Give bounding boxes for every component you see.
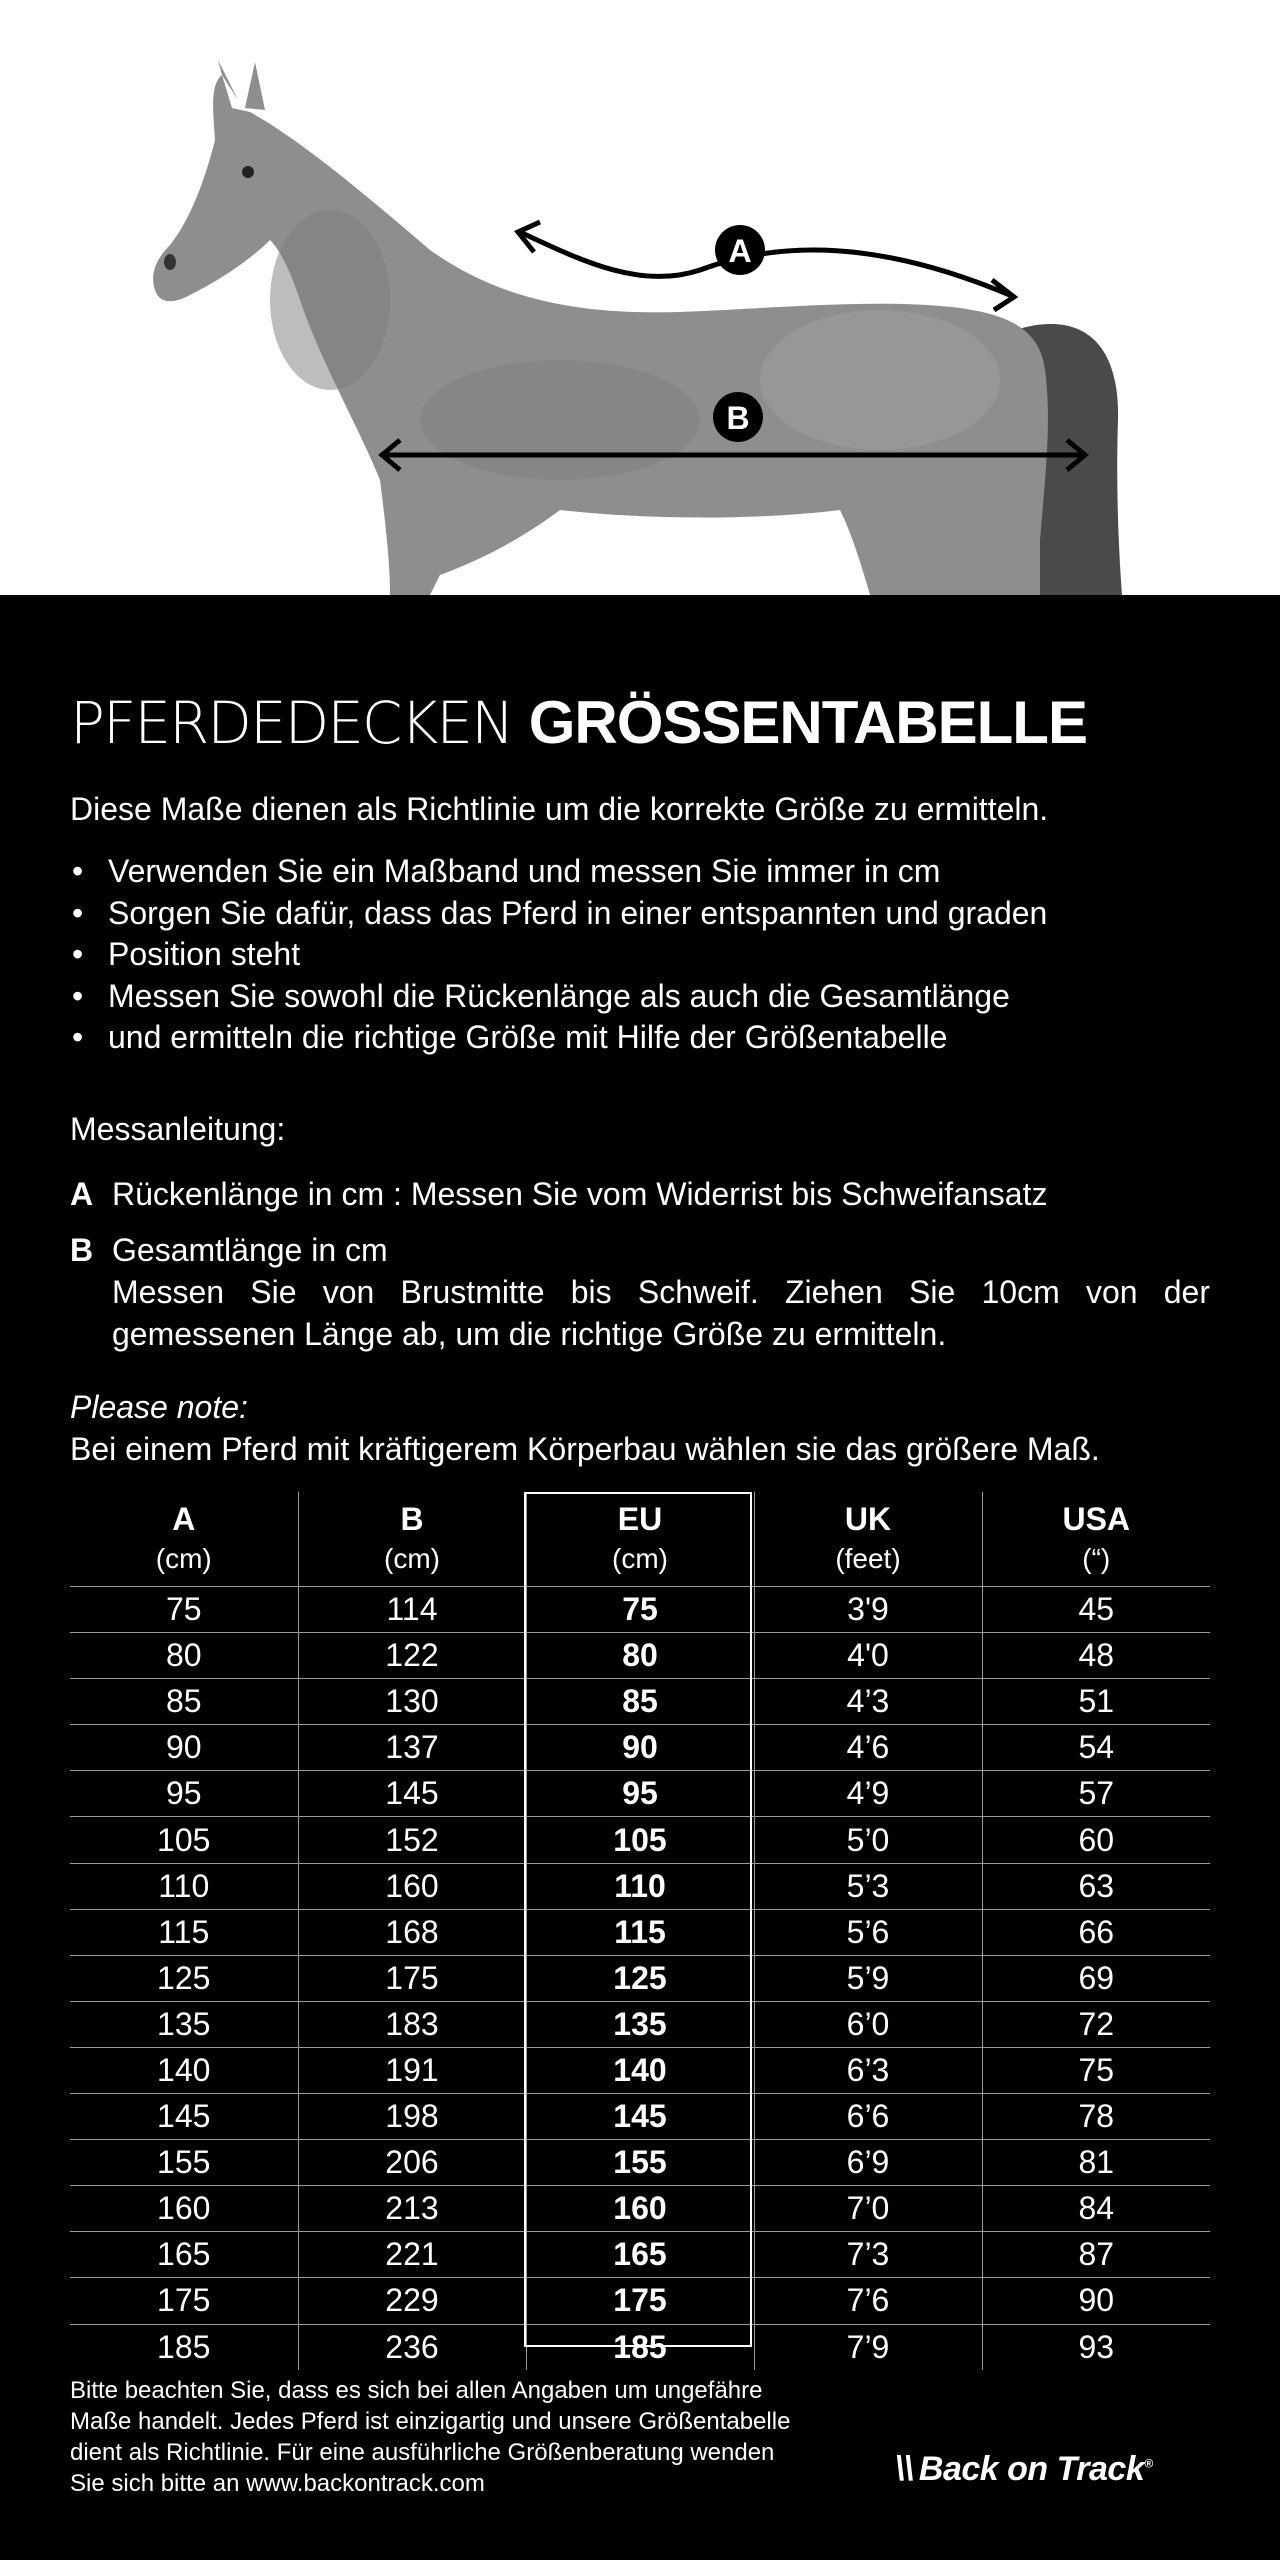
table-cell: 191 (298, 2047, 526, 2093)
table-cell: 110 (70, 1863, 298, 1909)
table-cell: 183 (298, 2001, 526, 2047)
column-header-a: A (cm) (70, 1492, 298, 1587)
table-header-row (70, 1492, 1210, 1587)
table-cell: 140 (526, 2047, 754, 2093)
list-item: • und ermitteln die richtige Größe mit Hilfe der Größentabelle (70, 1017, 1047, 1059)
table-cell: 57 (1078, 1775, 1115, 1812)
table-row (70, 2094, 1210, 2140)
arrow-a-line (520, 232, 1012, 296)
table-cell: 7’6 (754, 2278, 982, 2324)
horse-illustration (0, 0, 1280, 595)
table-cell: 175 (70, 2278, 298, 2324)
table-cell: 152 (298, 1817, 526, 1863)
table-cell: 54 (1078, 1729, 1115, 1766)
column-header-uk: UK (feet) (754, 1492, 982, 1587)
table-cell: 105 (526, 1817, 754, 1863)
table-row (70, 2232, 1210, 2278)
table-cell: 198 (298, 2094, 526, 2140)
table-cell: 7’0 (754, 2186, 982, 2232)
note-text: Bei einem Pferd mit kräftigerem Körperbau wählen sie das größere Maß. (70, 1431, 1100, 1467)
page-title-light: PFERDEDECKEN (70, 689, 513, 757)
table-cell: 110 (526, 1863, 754, 1909)
table-row (70, 2001, 1210, 2047)
table-cell: 236 (298, 2324, 526, 2370)
table-cell: 115 (526, 1909, 754, 1955)
table-cell: 95 (526, 1771, 754, 1817)
table-cell: 125 (526, 1955, 754, 2001)
footer-disclaimer: Bitte beachten Sie, dass es sich bei allen Angaben um ungefähre Maße handelt. Jedes Pferd ist einzigartig und unsere Größentabelle dient als Richtlinie. Für eine ausführliche Größenberatung wenden Sie sich bitte an www.backontrack.com (70, 2377, 791, 2497)
table-cell: 60 (1078, 1821, 1115, 1858)
table-cell: 137 (298, 1725, 526, 1771)
table-row (70, 1817, 1210, 1863)
table-cell: 160 (70, 2186, 298, 2232)
instruction-b (70, 1229, 1210, 1355)
table-cell: 75 (526, 1587, 754, 1633)
table-cell: 90 (526, 1725, 754, 1771)
horse-eye (242, 166, 254, 178)
table-cell: 160 (298, 1863, 526, 1909)
size-table (70, 1492, 1210, 2370)
size-guide-content (0, 595, 1280, 2560)
logo-text: Back on Track (918, 2450, 1145, 2488)
table-row (70, 2186, 1210, 2232)
table-cell: 221 (298, 2232, 526, 2278)
table-cell: 6’0 (754, 2001, 982, 2047)
bullet-icon: • (72, 853, 84, 889)
table-cell: 4’6 (754, 1725, 982, 1771)
table-cell: 84 (1078, 2190, 1115, 2227)
table-cell: 81 (1078, 2144, 1115, 2181)
table-row (70, 1633, 1210, 1679)
horse-shade (760, 310, 1000, 450)
column-header-b: B (cm) (298, 1492, 526, 1587)
table-cell: 125 (70, 1955, 298, 2001)
instruction-b-letter: B (70, 1232, 94, 1268)
table-row (70, 1955, 1210, 2001)
table-cell: 7’3 (754, 2232, 982, 2278)
table-cell: 90 (1078, 2282, 1115, 2319)
bullet-icon: • (72, 936, 84, 972)
registered-mark: ® (1144, 2456, 1153, 2471)
horse-illustration-area (0, 0, 1280, 595)
page-title-bold: GRÖSSENTABELLE (528, 689, 1087, 756)
table-cell: 155 (70, 2140, 298, 2186)
table-row (70, 1863, 1210, 1909)
instruction-b-line1: Messen Sie von Brustmitte bis Schweif. Ziehen Sie 10cm von der (112, 1274, 1210, 1310)
table-cell: 85 (70, 1679, 298, 1725)
table-cell: 78 (1078, 2098, 1115, 2135)
table-row (70, 2278, 1210, 2324)
table-row (70, 2324, 1210, 2370)
list-item: • Messen Sie sowohl die Rückenlänge als auch die Gesamtlänge (70, 976, 1047, 1018)
table-cell: 140 (70, 2047, 298, 2093)
table-cell: 165 (70, 2232, 298, 2278)
table-cell: 85 (526, 1679, 754, 1725)
table-row (70, 1679, 1210, 1725)
note-label: Please note: (70, 1389, 248, 1425)
table-cell: 51 (1078, 1683, 1115, 1720)
table-cell: 5’9 (754, 1955, 982, 2001)
table-cell: 5’3 (754, 1863, 982, 1909)
table-cell: 165 (526, 2232, 754, 2278)
table-cell: 72 (1078, 2005, 1115, 2042)
table-cell: 145 (526, 2094, 754, 2140)
table-cell: 105 (70, 1817, 298, 1863)
table-cell: 93 (1078, 2328, 1115, 2365)
table-cell: 4’9 (754, 1771, 982, 1817)
table-cell: 155 (526, 2140, 754, 2186)
table-row (70, 1771, 1210, 1817)
table-cell: 175 (298, 1955, 526, 2001)
table-cell: 75 (1078, 2051, 1115, 2088)
table-cell: 145 (70, 2094, 298, 2140)
table-row (70, 2140, 1210, 2186)
table-cell: 6’6 (754, 2094, 982, 2140)
table-cell: 122 (298, 1633, 526, 1679)
page-title (70, 687, 1087, 758)
table-cell: 7’9 (754, 2324, 982, 2370)
bullet-icon: • (72, 977, 84, 1014)
table-cell: 4’3 (754, 1679, 982, 1725)
table-cell: 6’3 (754, 2047, 982, 2093)
instructions-heading: Messanleitung: (70, 1111, 286, 1147)
table-cell: 130 (298, 1679, 526, 1725)
table-cell: 6’9 (754, 2140, 982, 2186)
table-row (70, 1587, 1210, 1633)
table-cell: 80 (70, 1633, 298, 1679)
list-item: • Position steht (70, 934, 1047, 976)
table-cell: 175 (526, 2278, 754, 2324)
column-header-eu: EU (cm) (526, 1492, 754, 1587)
table-cell: 185 (70, 2324, 298, 2370)
horse-shade (270, 210, 390, 390)
bullet-icon: • (72, 1019, 84, 1055)
instruction-a-letter: A (70, 1176, 94, 1212)
bullet-icon: • (72, 894, 84, 931)
table-cell: 63 (1078, 1867, 1115, 1904)
brand-logo (895, 2450, 1153, 2489)
instruction-b-title: Gesamtlänge in cm (112, 1232, 388, 1268)
horse-shade (420, 360, 700, 480)
table-cell: 3'9 (754, 1587, 982, 1633)
table-cell: 229 (298, 2278, 526, 2324)
table-cell: 48 (1078, 1637, 1115, 1674)
table-cell: 168 (298, 1909, 526, 1955)
instruction-a (70, 1173, 1210, 1215)
table-cell: 135 (70, 2001, 298, 2047)
label-b: B (726, 400, 750, 436)
table-cell: 87 (1078, 2236, 1115, 2273)
table-cell: 206 (298, 2140, 526, 2186)
logo-mark-icon: \\ (895, 2450, 913, 2488)
table-cell: 114 (298, 1587, 526, 1633)
table-cell: 135 (526, 2001, 754, 2047)
table-row (70, 1725, 1210, 1771)
table-cell: 160 (526, 2186, 754, 2232)
table-cell: 115 (70, 1909, 298, 1955)
table-cell: 90 (70, 1725, 298, 1771)
table-cell: 185 (526, 2324, 754, 2370)
instruction-b-line2: gemessenen Länge ab, um die richtige Größe zu ermitteln. (112, 1316, 947, 1352)
table-cell: 4'0 (754, 1633, 982, 1679)
table-cell: 69 (1078, 1959, 1115, 1996)
table-cell: 145 (298, 1771, 526, 1817)
list-item: • Sorgen Sie dafür, dass das Pferd in einer entspannten und graden (70, 893, 1047, 935)
table-cell: 45 (1078, 1591, 1115, 1628)
table-cell: 5’0 (754, 1817, 982, 1863)
instruction-a-text: Rückenlänge in cm : Messen Sie vom Widerrist bis Schweifansatz (112, 1176, 1048, 1212)
table-cell: 5’6 (754, 1909, 982, 1955)
table-cell: 213 (298, 2186, 526, 2232)
table-cell: 66 (1078, 1913, 1115, 1950)
arrow-a-head-right (992, 280, 1014, 310)
table-row (70, 2047, 1210, 2093)
intro-text: Diese Maße dienen als Richtlinie um die korrekte Größe zu ermitteln. (70, 791, 1049, 827)
table-row (70, 1909, 1210, 1955)
column-header-usa: USA (“) (1062, 1501, 1131, 1574)
horse-ear-right (245, 62, 265, 110)
table-body (70, 1587, 1210, 2370)
table-cell: 75 (70, 1587, 298, 1633)
bullet-list (70, 851, 1047, 1059)
list-item: • Verwenden Sie ein Maßband und messen Sie immer in cm (70, 851, 1047, 893)
table-cell: 80 (526, 1633, 754, 1679)
label-a: A (728, 233, 752, 269)
horse-nostril (164, 254, 176, 270)
table-cell: 95 (70, 1771, 298, 1817)
